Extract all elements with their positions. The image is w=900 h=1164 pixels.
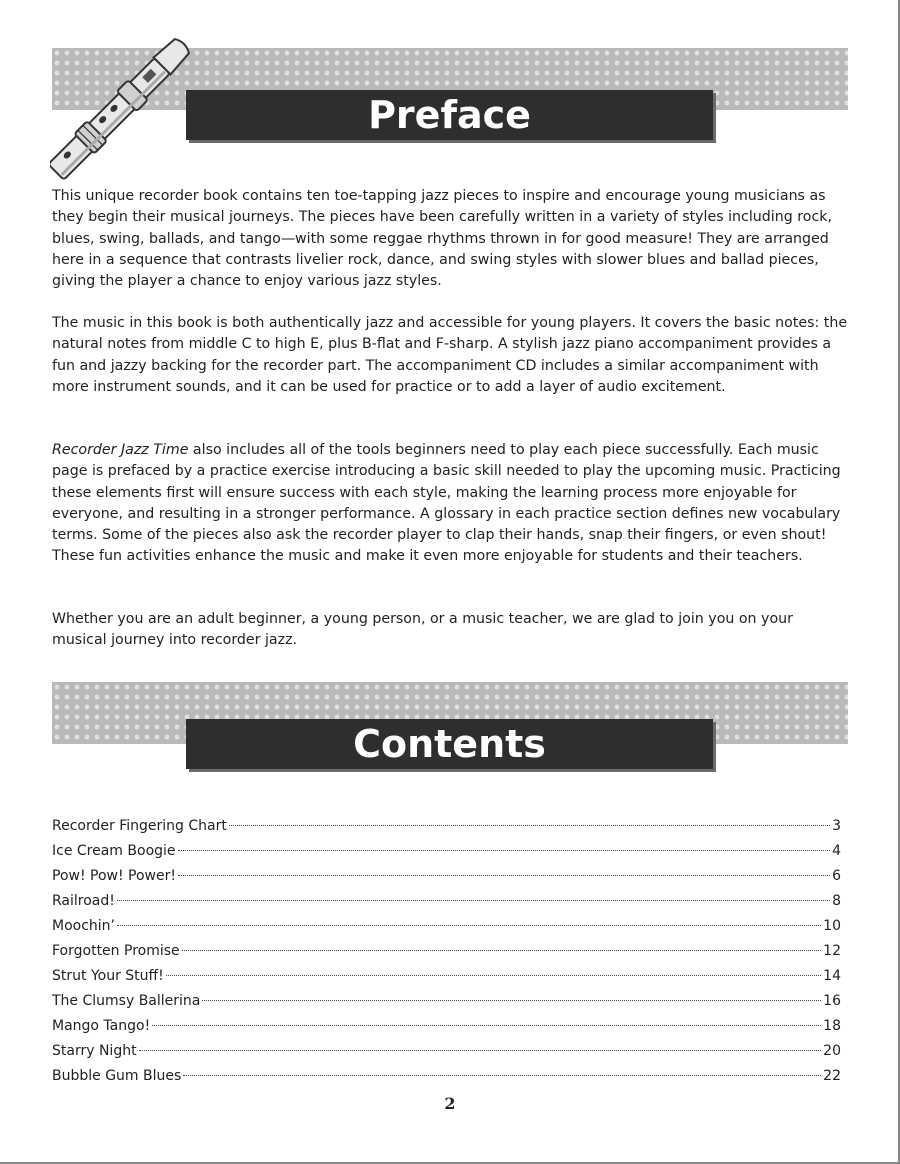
table-of-contents [52,818,841,1093]
paragraph-text: This unique recorder book contains ten toe-tapping jazz pieces to inspire and encourage young musicians as they begin their musical journeys. The pieces have been carefully written in a variety of styles including rock, blues, swing, ballads, and tango—with some reggae rhythms thrown in for good measure! They are arranged here in a sequence that contrasts livelier rock, dance, and swing styles with slower blues and ballad pieces, giving the player a chance to enjoy various jazz styles. [52,188,832,290]
toc-entry[interactable] [52,1018,841,1043]
toc-leader-dots [117,900,830,901]
toc-page-number: 22 [823,1068,841,1084]
toc-page-number: 20 [823,1043,841,1059]
toc-entry[interactable] [52,993,841,1018]
toc-title: The Clumsy Ballerina [52,993,201,1009]
toc-page-number: 6 [832,868,841,884]
preface-paragraph [52,609,850,652]
contents-heading: Contents [186,719,713,769]
toc-leader-dots [178,850,831,851]
toc-page-number: 12 [823,943,841,959]
toc-page-number: 8 [832,893,841,909]
book-title-italic: Recorder Jazz Time [52,442,189,458]
preface-paragraph [52,440,850,568]
toc-entry[interactable] [52,818,841,843]
toc-leader-dots [229,825,830,826]
toc-title: Ice Cream Boogie [52,843,176,859]
toc-entry[interactable] [52,1068,841,1093]
toc-leader-dots [152,1025,821,1026]
toc-leader-dots [182,950,822,951]
toc-leader-dots [166,975,821,976]
toc-title: Forgotten Promise [52,943,180,959]
paragraph-text: The music in this book is both authentically jazz and accessible for young players. It covers the basic notes: the natural notes from middle C to high E, plus B-flat and F-sharp. A stylish jazz piano accompaniment provides a fun and jazzy backing for the recorder part. The accompaniment CD includes a similar accompaniment with more instrument sounds, and it can be used for practice or to add a layer of audio excitement. [52,315,848,395]
toc-page-number: 16 [823,993,841,1009]
toc-title: Strut Your Stuff! [52,968,164,984]
paragraph-text: Whether you are an adult beginner, a young person, or a music teacher, we are glad to join you on your musical journey into recorder jazz. [52,611,793,649]
toc-entry[interactable] [52,1043,841,1068]
toc-page-number: 3 [832,818,841,834]
paragraph-body: also includes all of the tools beginners need to play each piece successfully. Each music page is prefaced by a practice exercise introducing a basic skill needed to play the upcoming music. Practicing these elements first will ensure success with each style, making the learning process more enjoyable for everyone, and resulting in a stronger performance. A glossary in each practice section defines new vocabulary terms. Some of the pieces also ask the recorder player to clap their hands, snap their fingers, or even shout! These fun activities enhance the music and make it even more enjoyable for students and their teachers. [52,442,841,565]
toc-entry[interactable] [52,868,841,893]
toc-entry[interactable] [52,893,841,918]
preface-paragraph [52,186,850,292]
toc-leader-dots [202,1000,821,1001]
toc-page-number: 18 [823,1018,841,1034]
toc-leader-dots [183,1075,821,1076]
toc-leader-dots [178,875,830,876]
toc-title: Railroad! [52,893,115,909]
toc-title: Bubble Gum Blues [52,1068,182,1084]
page-number: 2 [444,1094,456,1113]
toc-page-number: 4 [832,843,841,859]
toc-title: Recorder Fingering Chart [52,818,227,834]
toc-title: Starry Night [52,1043,137,1059]
toc-title: Pow! Pow! Power! [52,868,176,884]
paragraph-text [52,440,850,568]
toc-title: Mango Tango! [52,1018,151,1034]
recorder-icon [50,22,220,182]
toc-entry[interactable] [52,843,841,868]
toc-title: Moochin’ [52,918,115,934]
toc-leader-dots [117,925,821,926]
toc-page-number: 14 [823,968,841,984]
toc-entry[interactable] [52,918,841,943]
toc-entry[interactable] [52,943,841,968]
toc-leader-dots [139,1050,822,1051]
toc-page-number: 10 [823,918,841,934]
toc-entry[interactable] [52,968,841,993]
preface-paragraph [52,313,850,398]
preface-heading: Preface [186,90,713,140]
